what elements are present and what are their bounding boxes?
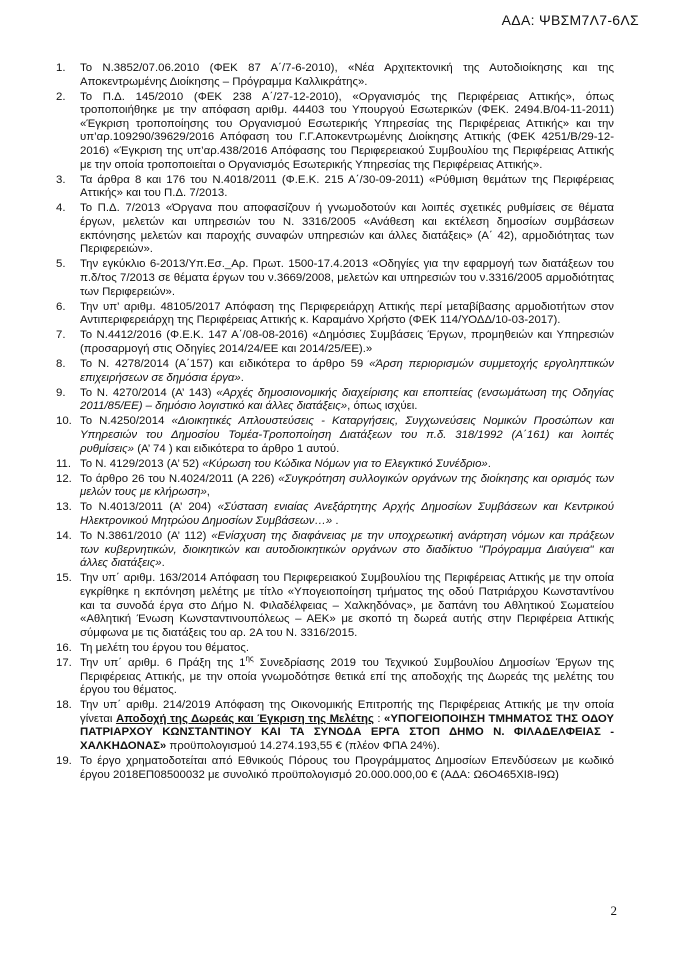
list-item-number: 3. [56,173,66,186]
list-item [58,415,614,456]
list-item [58,755,614,782]
list-item-text: Την υπ’ αριθμ. 48105/2017 Απόφαση της Περιφερειάρχη Αττικής περί μεταβίβασης αρμοδιοτήτων στον Αντιπεριφερειάρχη της Περιφέρειας Αττικής κ. Καραμάνο Χρήστο (ΦΕΚ 114/ΥΟΔΔ/10-03-2017). [80,300,614,327]
list-item-text: Το Ν.4013/2011 (Α’ 204) «Σύσταση ενιαίας Ανεξάρτητης Αρχής Δημοσίων Συμβάσεων και Κεντρικού Ηλεκτρονικού Μητρώου Δημοσίων Συμβάσεων…» . [80,501,614,527]
list-item-text: Το Ν.4412/2016 (Φ.Ε.Κ. 147 Α΄/08-08-2016) «Δημόσιες Συμβάσεις Έργων, προμηθειών και Υπηρεσιών (προσαρμογή στις Οδηγίες 2014/24/ΕΕ και 2014/25/ΕΕ).» [80,329,614,355]
list-item [58,530,614,571]
list-item-text: Την υπ΄ αριθμ. 6 Πράξη της $1^{\eta\varsigma}$ Συνεδρίασης 2019 του Τεχνικού Συμβουλίου Δημοσίων Έργων της Περιφέρειας Αττικής, με την οποία γνωμοδότησε θετικά επί της αποδοχής της Δωρεάς της μελέτης του έργου του θέματος. [80,654,614,697]
list-item-text: Το έργο χρηματοδοτείται από Εθνικούς Πόρους του Προγράμματος Δημοσίων Επενδύσεων με κωδικό έργου 2018ΕΠ08500032 με συνολικό προϋπολογισμό 20.000.000,00 € (ΑΔΑ: Ω6Ο465ΧΙ8-Ι9Ω) [80,755,614,781]
list-item-number: 8. [56,357,66,370]
list-item-number: 7. [56,329,66,342]
list-item-number: 13. [56,501,72,514]
list-item [58,358,614,385]
list-item-number: 6. [56,300,66,313]
list-item [58,699,614,753]
list-item-number: 11. [56,457,71,470]
list-item [58,642,614,656]
list-item-text: Το Π.Δ. 7/2013 «Όργανα που αποφασίζουν ή γνωμοδοτούν και λοιπές σχετικές ρυθμίσεις σε θέματα έργων, μελετών και υπηρεσιών του Ν. 3316/2005 «Ανάθεση και εκτέλεση δημοσίων συμβάσεων εκπόνησης μελετών και παροχής συναφών υπηρεσιών και άλλες διατάξεις» (Α΄ 42), αρμοδιότητας των Περιφερειών». [80,202,614,256]
list-item [58,387,614,414]
list-item-text: Τα άρθρα 8 και 176 του Ν.4018/2011 (Φ.Ε.Κ. 215 Α΄/30-09-2011) «Ρύθμιση θεμάτων της Περιφέρειας Αττικής» και του Π.Δ. 7/2013. [80,173,614,200]
ada-code: ΑΔΑ: ΨΒΣΜ7Λ7-6ΛΣ [501,12,639,28]
list-item-number: 5. [56,258,66,271]
list-item [58,458,614,472]
list-item-number: 2. [56,90,66,103]
list-item-text: Το Ν.3861/2010 (Α’ 112) «Ενίσχυση της διαφάνειας με την υποχρεωτική ανάρτηση νόμων και πράξεων των κυβερνητικών, διοικητικών και αυτοδιοικητικών οργάνων στο διαδίκτυο "Πρόγραμμα Διαύγεια" και άλλες διατάξεις». [80,530,614,570]
list-item [56,654,614,698]
list-item-text: Το Ν. 4270/2014 (Α’ 143) «Αρχές δημοσιονομικής διαχείρισης και εποπτείας (ενσωμάτωση της Οδηγίας 2011/85/ΕΕ) – δημόσιο λογιστικό και άλλες διατάξεις», όπως ισχύει. [80,386,614,413]
list-item [58,301,614,328]
list-item-text: Το Ν.4250/2014 «Διοικητικές Απλουστεύσεις - Καταργήσεις, Συγχωνεύσεις Νομικών Προσώπων και Υπηρεσιών του Δημοσίου Τομέα-Τροποποίηση Διατάξεων του π.δ. 318/1992 (Α΄161) και λοιπές ρυθμίσεις» (Α’ 74 ) και ειδικότερα το άρθρο 1 αυτού. [80,415,614,455]
legal-references-list [58,62,614,784]
list-item [58,473,614,500]
list-item [58,91,614,173]
list-item-number: 9. [56,386,66,399]
list-item-number: 12. [56,472,72,485]
list-item [58,329,614,356]
list-item-text: Το άρθρο 26 του Ν.4024/2011 (Α 226) «Συγκρότηση συλλογικών οργάνων της διοίκησης και ορισμός των μελών τους με κλήρωση», [80,472,614,499]
list-item-number: 16. [56,641,72,654]
list-item-text: Τη μελέτη του έργου του θέματος. [80,641,250,654]
list-item [58,174,614,201]
list-item [58,62,614,89]
list-item-text: Το Ν. 4278/2014 (Α΄157) και ειδικότερα το άρθρο 59 «Άρση περιορισμών συμμετοχής εργοληπτικών επιχειρήσεων σε δημόσια έργα». [80,357,614,384]
list-item-number: 19. [56,755,72,768]
list-item [58,572,614,640]
list-item-number: 15. [56,572,72,585]
list-item-number: 17. [56,656,72,669]
list-item-text: Το Ν. 4129/2013 (Α’ 52) «Κύρωση του Κώδικα Νόμων για το Ελεγκτικό Συνέδριο». [80,457,491,470]
list-item-text: Την υπ΄ αριθμ. 163/2014 Απόφαση του Περιφερειακού Συμβουλίου της Περιφέρειας Αττικής με την οποία εγκρίθηκε η εκπόνηση μελέτης με τίτλο «Υπογειοποίηση τμήματος της οδού Πατριάρχου Κωνσταντίνου και τα συνοδά έργα στο Δήμο Ν. Φιλαδέλφειας – Χαλκηδόνας», με δαπάνη του Αθλητικού Σωματείου «Αθλητική Ένωση Κωνσταντινουπόλεως – ΑΕΚ» με σκοπό τη δωρεά αυτής στην Περιφέρεια Αττικής σύμφωνα με τις διατάξεις του αρ. 2Α του Ν. 3316/2015. [80,572,614,639]
page-number: 2 [610,903,617,918]
list-item [58,202,614,256]
list-item-number: 14. [56,530,72,543]
list-item [58,258,614,299]
list-item-number: 18. [56,699,72,712]
list-item-number: 10. [56,415,72,428]
list-item [58,501,614,528]
list-item-text: Το Π.Δ. 145/2010 (ΦΕΚ 238 Α΄/27-12-2010), «Οργανισμός της Περιφέρειας Αττικής», όπως τροποποιήθηκε με την απόφαση αριθμ. 44403 του Υπουργού Εσωτερικών (ΦΕΚ. 2494.Β/04-11-2011) «Έγκριση τροποποίησης του Οργανισμού Εσωτερικής Υπηρεσίας της Περιφέρειας Αττικής» και την υπ’αρ.109290/39629/2016 Απόφαση του Γ.Γ.Αποκεντρωμένης Διοίκησης Αττικής (ΦΕΚ 4251/Β/29-12-2016) «Έγκριση της υπ’αρ.438/2016 Απόφασης του Περιφερειακού Συμβουλίου της Περιφέρειας Αττικής με την οποία τροποποιείται ο Οργανισμός Εσωτερικής Υπηρεσίας της Περιφέρειας Αττικής». [80,90,614,171]
list-item-number: 4. [56,202,66,215]
list-item-text: Το Ν.3852/07.06.2010 (ΦΕΚ 87 Α΄/7-6-2010), «Νέα Αρχιτεκτονική της Αυτοδιοίκησης και της Αποκεντρωμένης Διοίκησης – Πρόγραμμα Καλλικράτης». [80,62,614,88]
list-item-text: Την εγκύκλιο 6-2013/Υπ.Εσ._Αρ. Πρωτ. 1500-17.4.2013 «Οδηγίες για την εφαρμογή των διατάξεων του π.δ/τος 7/2013 σε θέματα έργων του ν.3669/2008, μελετών και υπηρεσιών του ν.3316/2005 αρμοδιότητας των Περιφερειών». [80,258,614,298]
list-item-number: 1. [56,62,66,74]
list-item-text: Την υπ΄ αριθμ. 214/2019 Απόφαση της Οικονομικής Επιτροπής της Περιφέρειας Αττικής με την οποία γίνεται Αποδοχή της Δωρεάς και Έγκριση της Μελέτης : «ΥΠΟΓΕΙΟΠΟΙΗΣΗ ΤΜΗΜΑΤΟΣ ΤΗΣ ΟΔΟΥ ΠΑΤΡΙΑΡΧΟΥ ΚΩΝΣΤΑΝΤΙΝΟΥ ΚΑΙ ΤΑ ΣΥΝΟΔΑ ΕΡΓΑ ΣΤΟΠ ΔΗΜΟ Ν. ΦΙΛΑΔΕΛΦΕΙΑΣ - ΧΑΛΚΗΔΟΝΑΣ» προϋπολογισμού 14.274.193,55 € (πλέον ΦΠΑ 24%). [80,699,614,752]
